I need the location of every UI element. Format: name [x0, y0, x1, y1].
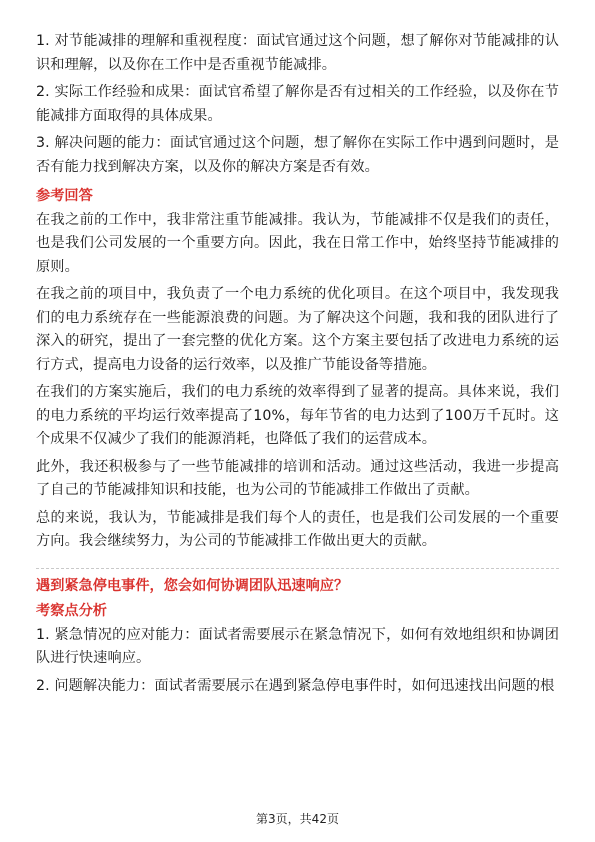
answer-paragraph-2: 在我之前的项目中，我负责了一个电力系统的优化项目。在这个项目中，我发现我们的电力系统存在一些能源浪费的问题。为了解决这个问题，我和我的团队进行了深入的研究，提出了一套完整的优化方案。这个方案主要包括了改进电力系统的运行方式，提高电力设备的运行效率，以及推广节能设备等措施。 [36, 286, 559, 373]
analysis-point-1: 1. 紧急情况的应对能力：面试者需要展示在紧急情况下，如何有效地组织和协调团队进行快速响应。 [36, 626, 559, 666]
analysis-point-2: 2. 问题解决能力：面试者需要展示在遇到紧急停电事件时，如何迅速找出问题的根 [36, 677, 555, 694]
answer-paragraph-4: 此外，我还积极参与了一些节能减排的培训和活动。通过这些活动，我进一步提高了自己的节能减排知识和技能，也为公司的节能减排工作做出了贡献。 [36, 458, 559, 498]
answer-paragraph-1: 在我之前的工作中，我非常注重节能减排。我认为，节能减排不仅是我们的责任，也是我们公司发展的一个重要方向。因此，我在日常工作中，始终坚持节能减排的原则。 [36, 211, 559, 275]
intro-point-2: 2. 实际工作经验和成果：面试官希望了解你是否有过相关的工作经验，以及你在节能减排方面取得的具体成果。 [36, 84, 559, 124]
answer-paragraph-3: 在我们的方案实施后，我们的电力系统的效率得到了显著的提高。具体来说，我们的电力系统的平均运行效率提高了10%，每年节省的电力达到了100万千瓦时。这个成果不仅减少了我们的能源消耗，也降低了我们的运营成本。 [36, 384, 559, 447]
analysis-heading: 考察点分析 [36, 603, 107, 619]
document-page [36, 30, 559, 702]
intro-point-3: 3. 解决问题的能力：面试官通过这个问题，想了解你在实际工作中遇到问题时，是否有能力找到解决方案，以及你的解决方案是否有效。 [36, 135, 559, 175]
section-divider [36, 568, 559, 569]
intro-point-1: 1. 对节能减排的理解和重视程度：面试官通过这个问题，想了解你对节能减排的认识和理解，以及你在工作中是否重视节能减排。 [36, 33, 559, 73]
question-title: 遇到紧急停电事件，您会如何协调团队迅速响应？ [36, 577, 349, 594]
page-footer: 第3页，共42页 [256, 812, 339, 826]
answer-heading: 参考回答 [36, 188, 93, 204]
answer-paragraph-5: 总的来说，我认为，节能减排是我们每个人的责任，也是我们公司发展的一个重要方向。我会继续努力，为公司的节能减排工作做出更大的贡献。 [36, 509, 559, 549]
